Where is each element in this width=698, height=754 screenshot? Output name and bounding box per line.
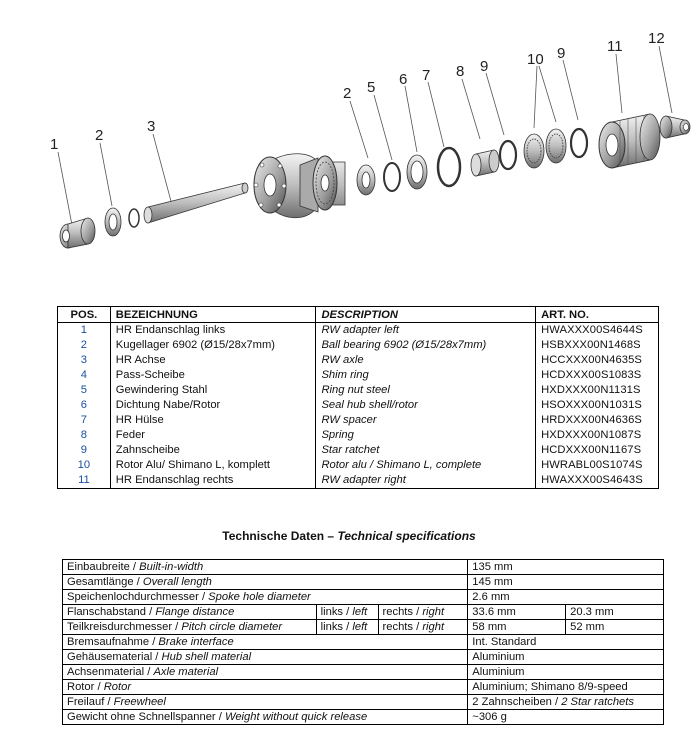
pos-cell: 10 <box>58 458 111 473</box>
callout-label: 8 <box>456 63 465 80</box>
spec-value: Int. Standard <box>468 635 664 650</box>
spec-row <box>63 650 664 665</box>
art-cell: HXDXXX00N1087S <box>536 428 659 443</box>
de-cell: Rotor Alu/ Shimano L, komplett <box>110 458 316 473</box>
spec-label: Teilkreisdurchmesser / Pitch circle diameter <box>63 620 317 635</box>
en-cell: Spring <box>316 428 536 443</box>
art-cell: HWAXXX00S4643S <box>536 473 659 489</box>
part-6-seal <box>407 155 427 189</box>
spec-row <box>63 560 664 575</box>
en-cell: Star ratchet <box>316 443 536 458</box>
spec-value-right: 20.3 mm <box>566 605 664 620</box>
de-cell: Kugellager 6902 (Ø15/28x7mm) <box>110 338 316 353</box>
callout-label: 5 <box>367 79 376 96</box>
art-cell: HCDXXX00N1167S <box>536 443 659 458</box>
de-cell: Zahnscheibe <box>110 443 316 458</box>
spec-value: Aluminium <box>468 650 664 665</box>
art-cell: HRDXXX00N4636S <box>536 413 659 428</box>
part-9-star-ratchet-right <box>571 129 587 157</box>
table-row <box>58 473 659 489</box>
spec-value: 135 mm <box>468 560 664 575</box>
spec-label: Bremsaufnahme / Brake interface <box>63 635 468 650</box>
callout-label: 10 <box>527 51 544 68</box>
spec-value: Aluminium <box>468 665 664 680</box>
spec-row <box>63 575 664 590</box>
exploded-hub-diagram <box>0 0 698 300</box>
art-cell: HSBXXX00N1468S <box>536 338 659 353</box>
de-cell: Gewindering Stahl <box>110 383 316 398</box>
spec-value: 2 Zahnscheiben / 2 Star ratchets <box>468 695 664 710</box>
spec-label: Gesamtlänge / Overall length <box>63 575 468 590</box>
col-header-pos: POS. <box>58 307 111 323</box>
spec-value: 145 mm <box>468 575 664 590</box>
en-cell: RW adapter right <box>316 473 536 489</box>
table-row <box>58 443 659 458</box>
pos-cell: 3 <box>58 353 111 368</box>
art-cell: HCCXXX00N4635S <box>536 353 659 368</box>
spec-value: Aluminium; Shimano 8/9-speed <box>468 680 664 695</box>
de-cell: HR Hülse <box>110 413 316 428</box>
pos-cell: 1 <box>58 323 111 339</box>
spec-row <box>63 620 664 635</box>
en-cell: RW spacer <box>316 413 536 428</box>
part-10-rotor <box>524 129 566 168</box>
callout-label: 7 <box>422 67 431 84</box>
part-11-freewheel-body <box>599 114 660 168</box>
art-cell: HWRABL00S1074S <box>536 458 659 473</box>
part-2-bearing-right <box>357 165 375 195</box>
table-row <box>58 323 659 339</box>
callout-label: 12 <box>648 30 665 47</box>
col-header-description: DESCRIPTION <box>316 307 536 323</box>
spec-value: ~306 g <box>468 710 664 725</box>
callout-label: 9 <box>480 58 489 75</box>
callout-label: 2 <box>95 127 104 144</box>
table-row <box>58 383 659 398</box>
hub-shell <box>254 154 345 218</box>
pos-cell: 8 <box>58 428 111 443</box>
table-row <box>58 398 659 413</box>
spec-row <box>63 635 664 650</box>
en-cell: RW adapter left <box>316 323 536 339</box>
part-9-star-ratchet-left <box>500 141 516 169</box>
part-1-adapter-left <box>60 218 95 248</box>
spec-label: Achsenmaterial / Axle material <box>63 665 468 680</box>
spec-value: 2.6 mm <box>468 590 664 605</box>
pos-cell: 11 <box>58 473 111 489</box>
callout-label: 3 <box>147 118 156 135</box>
art-cell: HCDXXX00S1083S <box>536 368 659 383</box>
parts-table-header <box>58 307 659 323</box>
art-cell: HXDXXX00N1131S <box>536 383 659 398</box>
spec-label: Gewicht ohne Schnellspanner / Weight without quick release <box>63 710 468 725</box>
de-cell: HR Endanschlag rechts <box>110 473 316 489</box>
callout-label: 9 <box>557 45 566 62</box>
table-row <box>58 338 659 353</box>
part-7-spacer <box>438 148 460 186</box>
table-row <box>58 413 659 428</box>
table-row <box>58 428 659 443</box>
table-row <box>58 353 659 368</box>
de-cell: HR Endanschlag links <box>110 323 316 339</box>
callout-label: 2 <box>343 85 352 102</box>
col-header-bezeichnung: BEZEICHNUNG <box>110 307 316 323</box>
spec-sublabel-left: links / left <box>316 605 378 620</box>
en-cell: Ball bearing 6902 (Ø15/28x7mm) <box>316 338 536 353</box>
callout-label: 11 <box>607 38 623 55</box>
spec-label: Rotor / Rotor <box>63 680 468 695</box>
part-shim-ring <box>129 209 139 227</box>
en-cell: Ring nut steel <box>316 383 536 398</box>
pos-cell: 4 <box>58 368 111 383</box>
spec-label: Gehäusematerial / Hub shell material <box>63 650 468 665</box>
spec-value-left: 58 mm <box>468 620 566 635</box>
leader-lines <box>58 46 672 225</box>
spec-label: Flanschabstand / Flange distance <box>63 605 317 620</box>
part-12-adapter-right <box>660 116 690 138</box>
spec-label: Freilauf / Freewheel <box>63 695 468 710</box>
pos-cell: 6 <box>58 398 111 413</box>
part-8-spring <box>471 150 499 176</box>
col-header-art-no: ART. NO. <box>536 307 659 323</box>
pos-cell: 2 <box>58 338 111 353</box>
spec-label: Einbaubreite / Built-in-width <box>63 560 468 575</box>
spec-row <box>63 665 664 680</box>
table-row <box>58 368 659 383</box>
de-cell: Feder <box>110 428 316 443</box>
spec-heading <box>0 529 698 543</box>
art-cell: HSOXXX00N1031S <box>536 398 659 413</box>
spec-sublabel-left: links / left <box>316 620 378 635</box>
pos-cell: 5 <box>58 383 111 398</box>
art-cell: HWAXXX00S4644S <box>536 323 659 339</box>
callout-label: 6 <box>399 71 408 88</box>
pos-cell: 9 <box>58 443 111 458</box>
table-row <box>58 458 659 473</box>
spec-sublabel-right: rechts / right <box>378 620 468 635</box>
part-5-ring-nut <box>384 163 400 191</box>
spec-row <box>63 680 664 695</box>
en-cell: Seal hub shell/rotor <box>316 398 536 413</box>
spec-sublabel-right: rechts / right <box>378 605 468 620</box>
part-3-axle <box>144 183 248 223</box>
spec-row <box>63 710 664 725</box>
callout-label: 1 <box>50 136 59 153</box>
spec-heading-de: Technische Daten – <box>222 529 338 543</box>
de-cell: Dichtung Nabe/Rotor <box>110 398 316 413</box>
spec-row <box>63 590 664 605</box>
parts-table <box>57 306 659 489</box>
en-cell: Shim ring <box>316 368 536 383</box>
pos-cell: 7 <box>58 413 111 428</box>
spec-row <box>63 605 664 620</box>
spec-heading-en: Technical specifications <box>337 529 476 543</box>
part-2-bearing-left <box>105 208 121 236</box>
spec-value-left: 33.6 mm <box>468 605 566 620</box>
spec-label: Speichenlochdurchmesser / Spoke hole diameter <box>63 590 468 605</box>
en-cell: Rotor alu / Shimano L, complete <box>316 458 536 473</box>
en-cell: RW axle <box>316 353 536 368</box>
de-cell: Pass-Scheibe <box>110 368 316 383</box>
spec-table <box>62 559 664 725</box>
de-cell: HR Achse <box>110 353 316 368</box>
spec-value-right: 52 mm <box>566 620 664 635</box>
spec-row <box>63 695 664 710</box>
